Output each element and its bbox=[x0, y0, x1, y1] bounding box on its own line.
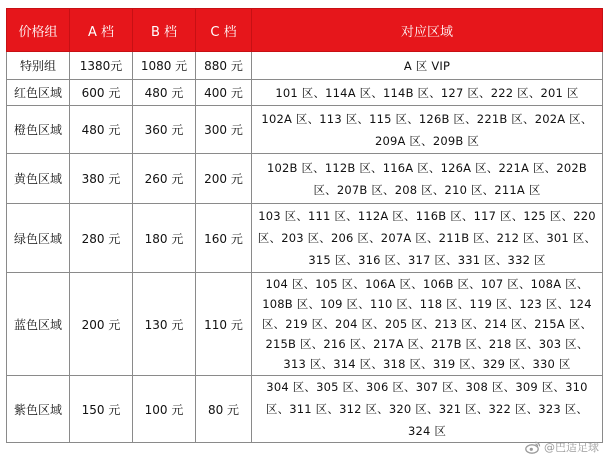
header-tier-b: B 档 bbox=[133, 9, 196, 52]
zones-line: 102B 区、112B 区、116A 区、126A 区、221A 区、202B bbox=[266, 160, 588, 175]
table-row bbox=[7, 204, 603, 273]
row-zones bbox=[252, 204, 603, 273]
row-tier-b-price: 130 元 bbox=[133, 273, 196, 376]
zones-line: 108B 区、109 区、110 区、118 区、119 区、123 区、124 bbox=[262, 297, 592, 311]
row-zones bbox=[252, 376, 603, 443]
zones-line: 区、311 区、312 区、320 区、321 区、322 区、323 区、 bbox=[265, 402, 589, 416]
row-tier-b-price: 480 元 bbox=[133, 80, 196, 106]
zones-line: 区、219 区、204 区、205 区、213 区、214 区、215A 区、 bbox=[261, 317, 593, 331]
row-zones bbox=[252, 52, 603, 80]
zones-line: 215B 区、216 区、217A 区、217B 区、218 区、303 区、 bbox=[265, 337, 589, 351]
row-tier-b-price: 1080 元 bbox=[133, 52, 196, 80]
row-zones bbox=[252, 80, 603, 106]
table-row bbox=[7, 52, 603, 80]
table-row bbox=[7, 273, 603, 376]
row-tier-a-price: 1380元 bbox=[70, 52, 133, 80]
row-tier-c-price: 160 元 bbox=[196, 204, 252, 273]
zones-line: 102A 区、113 区、115 区、126B 区、221B 区、202A 区、 bbox=[261, 111, 593, 126]
watermark-text: @巴适足球 bbox=[544, 441, 599, 454]
row-tier-a-price: 600 元 bbox=[70, 80, 133, 106]
header-tier-c: C 档 bbox=[196, 9, 252, 52]
header-tier-a: A 档 bbox=[70, 9, 133, 52]
row-tier-b-price: 260 元 bbox=[133, 154, 196, 204]
row-tier-c-price: 200 元 bbox=[196, 154, 252, 204]
row-tier-c-price: 80 元 bbox=[196, 376, 252, 443]
row-tier-a-price: 150 元 bbox=[70, 376, 133, 443]
row-zones bbox=[252, 154, 603, 204]
row-price-group: 绿色区域 bbox=[7, 204, 70, 273]
zones-line: 324 区 bbox=[407, 424, 447, 438]
zones-line: 103 区、111 区、112A 区、116B 区、117 区、125 区、220 bbox=[258, 209, 596, 223]
row-price-group: 橙色区域 bbox=[7, 106, 70, 154]
row-tier-c-price: 880 元 bbox=[196, 52, 252, 80]
weibo-icon bbox=[525, 440, 541, 454]
row-zones bbox=[252, 273, 603, 376]
zones-line: A 区 VIP bbox=[403, 58, 451, 73]
row-price-group: 红色区域 bbox=[7, 80, 70, 106]
row-tier-c-price: 400 元 bbox=[196, 80, 252, 106]
zones-line: 区、207B 区、208 区、210 区、211A 区 bbox=[313, 182, 541, 197]
row-price-group: 紫色区域 bbox=[7, 376, 70, 443]
table-row bbox=[7, 106, 603, 154]
table-row bbox=[7, 154, 603, 204]
zones-line: 101 区、114A 区、114B 区、127 区、222 区、201 区 bbox=[275, 85, 579, 100]
watermark bbox=[525, 439, 599, 455]
table-row bbox=[7, 376, 603, 443]
row-price-group: 蓝色区域 bbox=[7, 273, 70, 376]
header-zones: 对应区域 bbox=[252, 9, 603, 52]
zones-line: 313 区、314 区、318 区、319 区、329 区、330 区 bbox=[283, 357, 571, 371]
header-price-group: 价格组 bbox=[7, 9, 70, 52]
row-tier-a-price: 280 元 bbox=[70, 204, 133, 273]
zones-line: 104 区、105 区、106A 区、106B 区、107 区、108A 区、 bbox=[265, 277, 589, 291]
zones-line: 209A 区、209B 区 bbox=[374, 133, 480, 148]
row-tier-a-price: 480 元 bbox=[70, 106, 133, 154]
row-tier-b-price: 360 元 bbox=[133, 106, 196, 154]
row-price-group: 特别组 bbox=[7, 52, 70, 80]
table-header-row bbox=[7, 9, 603, 52]
table-row bbox=[7, 80, 603, 106]
row-price-group: 黄色区域 bbox=[7, 154, 70, 204]
row-tier-b-price: 100 元 bbox=[133, 376, 196, 443]
row-tier-b-price: 180 元 bbox=[133, 204, 196, 273]
price-table bbox=[6, 8, 603, 443]
row-zones bbox=[252, 106, 603, 154]
zones-line: 304 区、305 区、306 区、307 区、308 区、309 区、310 bbox=[266, 380, 588, 394]
row-tier-a-price: 200 元 bbox=[70, 273, 133, 376]
zones-line: 区、203 区、206 区、207A 区、211B 区、212 区、301 区、 bbox=[257, 231, 597, 245]
zones-line: 315 区、316 区、317 区、331 区、332 区 bbox=[308, 253, 546, 267]
row-tier-c-price: 110 元 bbox=[196, 273, 252, 376]
row-tier-a-price: 380 元 bbox=[70, 154, 133, 204]
row-tier-c-price: 300 元 bbox=[196, 106, 252, 154]
